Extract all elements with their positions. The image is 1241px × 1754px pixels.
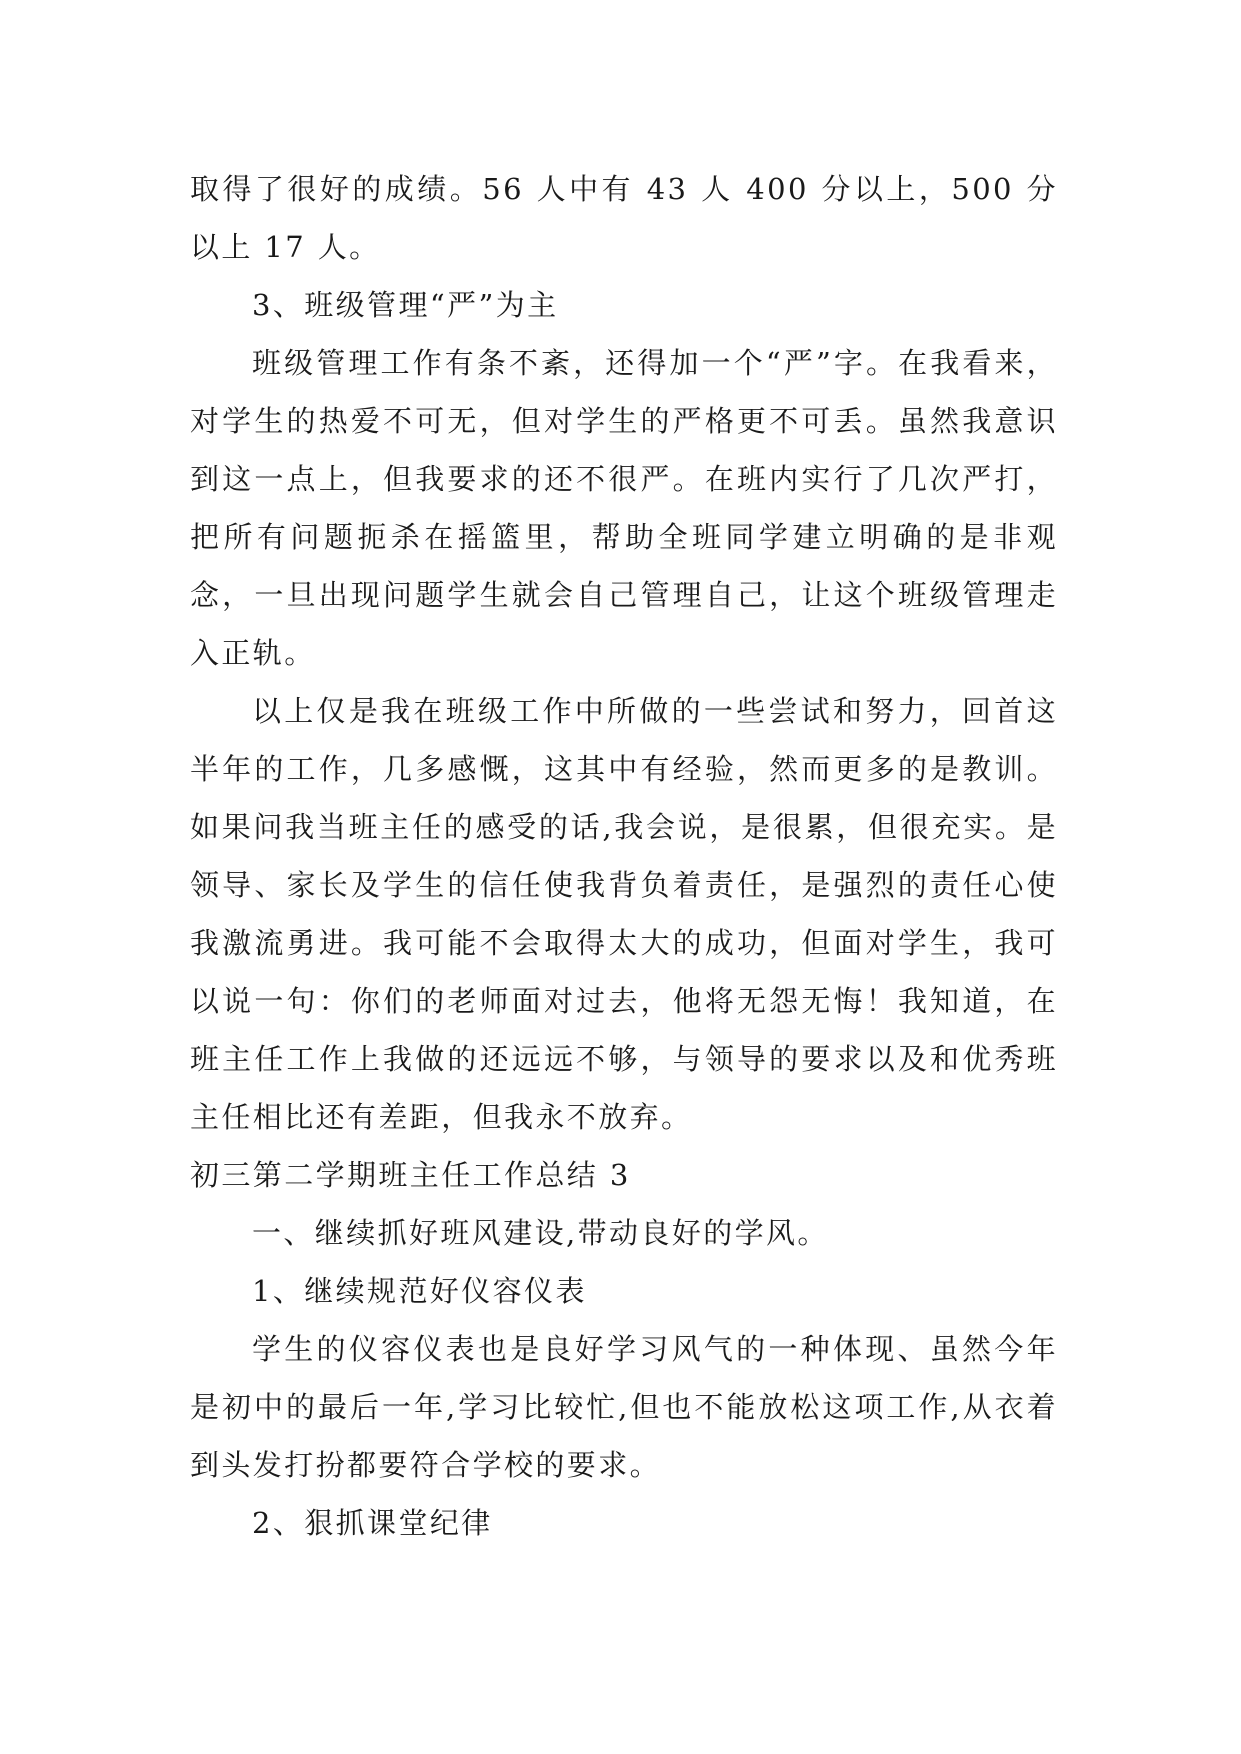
paragraph-reflection: 以上仅是我在班级工作中所做的一些尝试和努力，回首这半年的工作，几多感慨，这其中有经验，然而更多的是教训。如果问我当班主任的感受的话,我会说，是很累，但很充实。是领导、家长及学生的信任使我背负着责任，是强烈的责任心使我激流勇进。我可能不会取得太大的成功，但面对学生，我可以说一句：你们的老师面对过去，他将无怨无悔！我知道，在班主任工作上我做的还远远不够，与领导的要求以及和优秀班主任相比还有差距，但我永不放弃。 [190,694,1058,1134]
paragraph-appearance: 学生的仪容仪表也是良好学习风气的一种体现、虽然今年是初中的最后一年,学习比较忙,但也不能放松这项工作,从衣着到头发打扮都要符合学校的要求。 [190,1332,1058,1482]
paragraph-exam-results: 取得了很好的成绩。56 人中有 43 人 400 分以上，500 分以上 17 人。 [190,172,1058,264]
document-body [190,160,1058,1552]
document-title-summary-3: 初三第二学期班主任工作总结 3 [190,1158,631,1192]
subheading-appearance: 1、继续规范好仪容仪表 [252,1274,587,1308]
section-heading-class-style: 一、继续抓好班风建设,带动良好的学风。 [252,1216,829,1250]
paragraph-strict-management: 班级管理工作有条不紊，还得加一个“严”字。在我看来，对学生的热爱不可无，但对学生的严格更不可丢。虽然我意识到这一点上，但我要求的还不很严。在班内实行了几次严打，把所有问题扼杀在摇篮里，帮助全班同学建立明确的是非观念，一旦出现问题学生就会自己管理自己，让这个班级管理走入正轨。 [190,346,1058,670]
section-heading-class-management: 3、班级管理“严”为主 [252,288,559,322]
subheading-classroom-discipline: 2、狠抓课堂纪律 [252,1506,493,1540]
